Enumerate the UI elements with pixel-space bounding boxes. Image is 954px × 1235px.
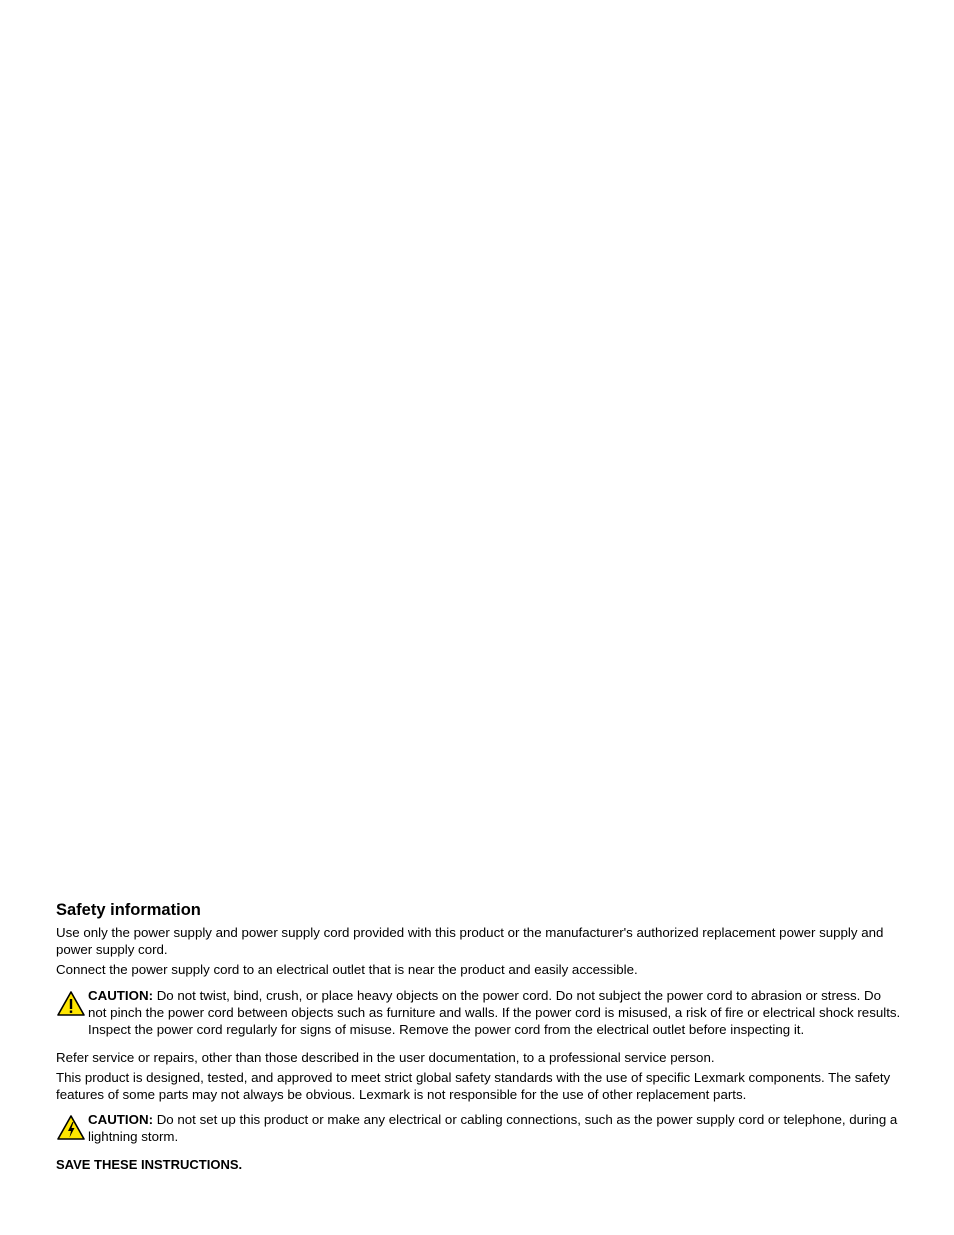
lightning-triangle-icon: [56, 1114, 86, 1142]
caution-lightning: [56, 1111, 902, 1145]
service-paragraph: Refer service or repairs, other than those described in the user documentation, to a professional service person.: [56, 1049, 715, 1065]
power-supply-paragraph: Use only the power supply and power supply cord provided with this product or the manufacturer's authorized replacement power supply and power supply cord.: [56, 925, 884, 957]
safety-information-section: [56, 900, 902, 1173]
warning-triangle-icon: [56, 990, 86, 1018]
caution-label: CAUTION:: [88, 1112, 153, 1127]
outlet-paragraph: Connect the power supply cord to an electrical outlet that is near the product and easily accessible.: [56, 962, 638, 977]
standards-paragraph: This product is designed, tested, and approved to meet strict global safety standards with the use of specific Lexmark components. The safety features of some parts may not always be obvious. Lexmark is not responsible for the use of other replacement parts.: [56, 1070, 891, 1102]
caution-body: Do not set up this product or make any electrical or cabling connections, such as the power supply cord or telephone, during a lightning storm.: [88, 1112, 898, 1144]
caution-power-cord: [56, 987, 902, 1038]
caution-label: CAUTION:: [88, 987, 153, 1003]
section-heading: Safety information: [56, 901, 201, 919]
caution-power-cord-text: [88, 987, 902, 1038]
caution-lightning-text: [88, 1111, 902, 1145]
save-instructions: SAVE THESE INSTRUCTIONS.: [56, 1157, 243, 1172]
caution-body: Do not twist, bind, crush, or place heavy objects on the power cord. Do not subject the power cord to abrasion or stress. Do not pinch the power cord between objects such as furniture and walls. If the power cord is misused, a risk of fire or electrical shock results. Inspect the power cord regularly for signs of misuse. Remove the power cord from the electrical outlet before inspecting it.: [88, 987, 901, 1037]
